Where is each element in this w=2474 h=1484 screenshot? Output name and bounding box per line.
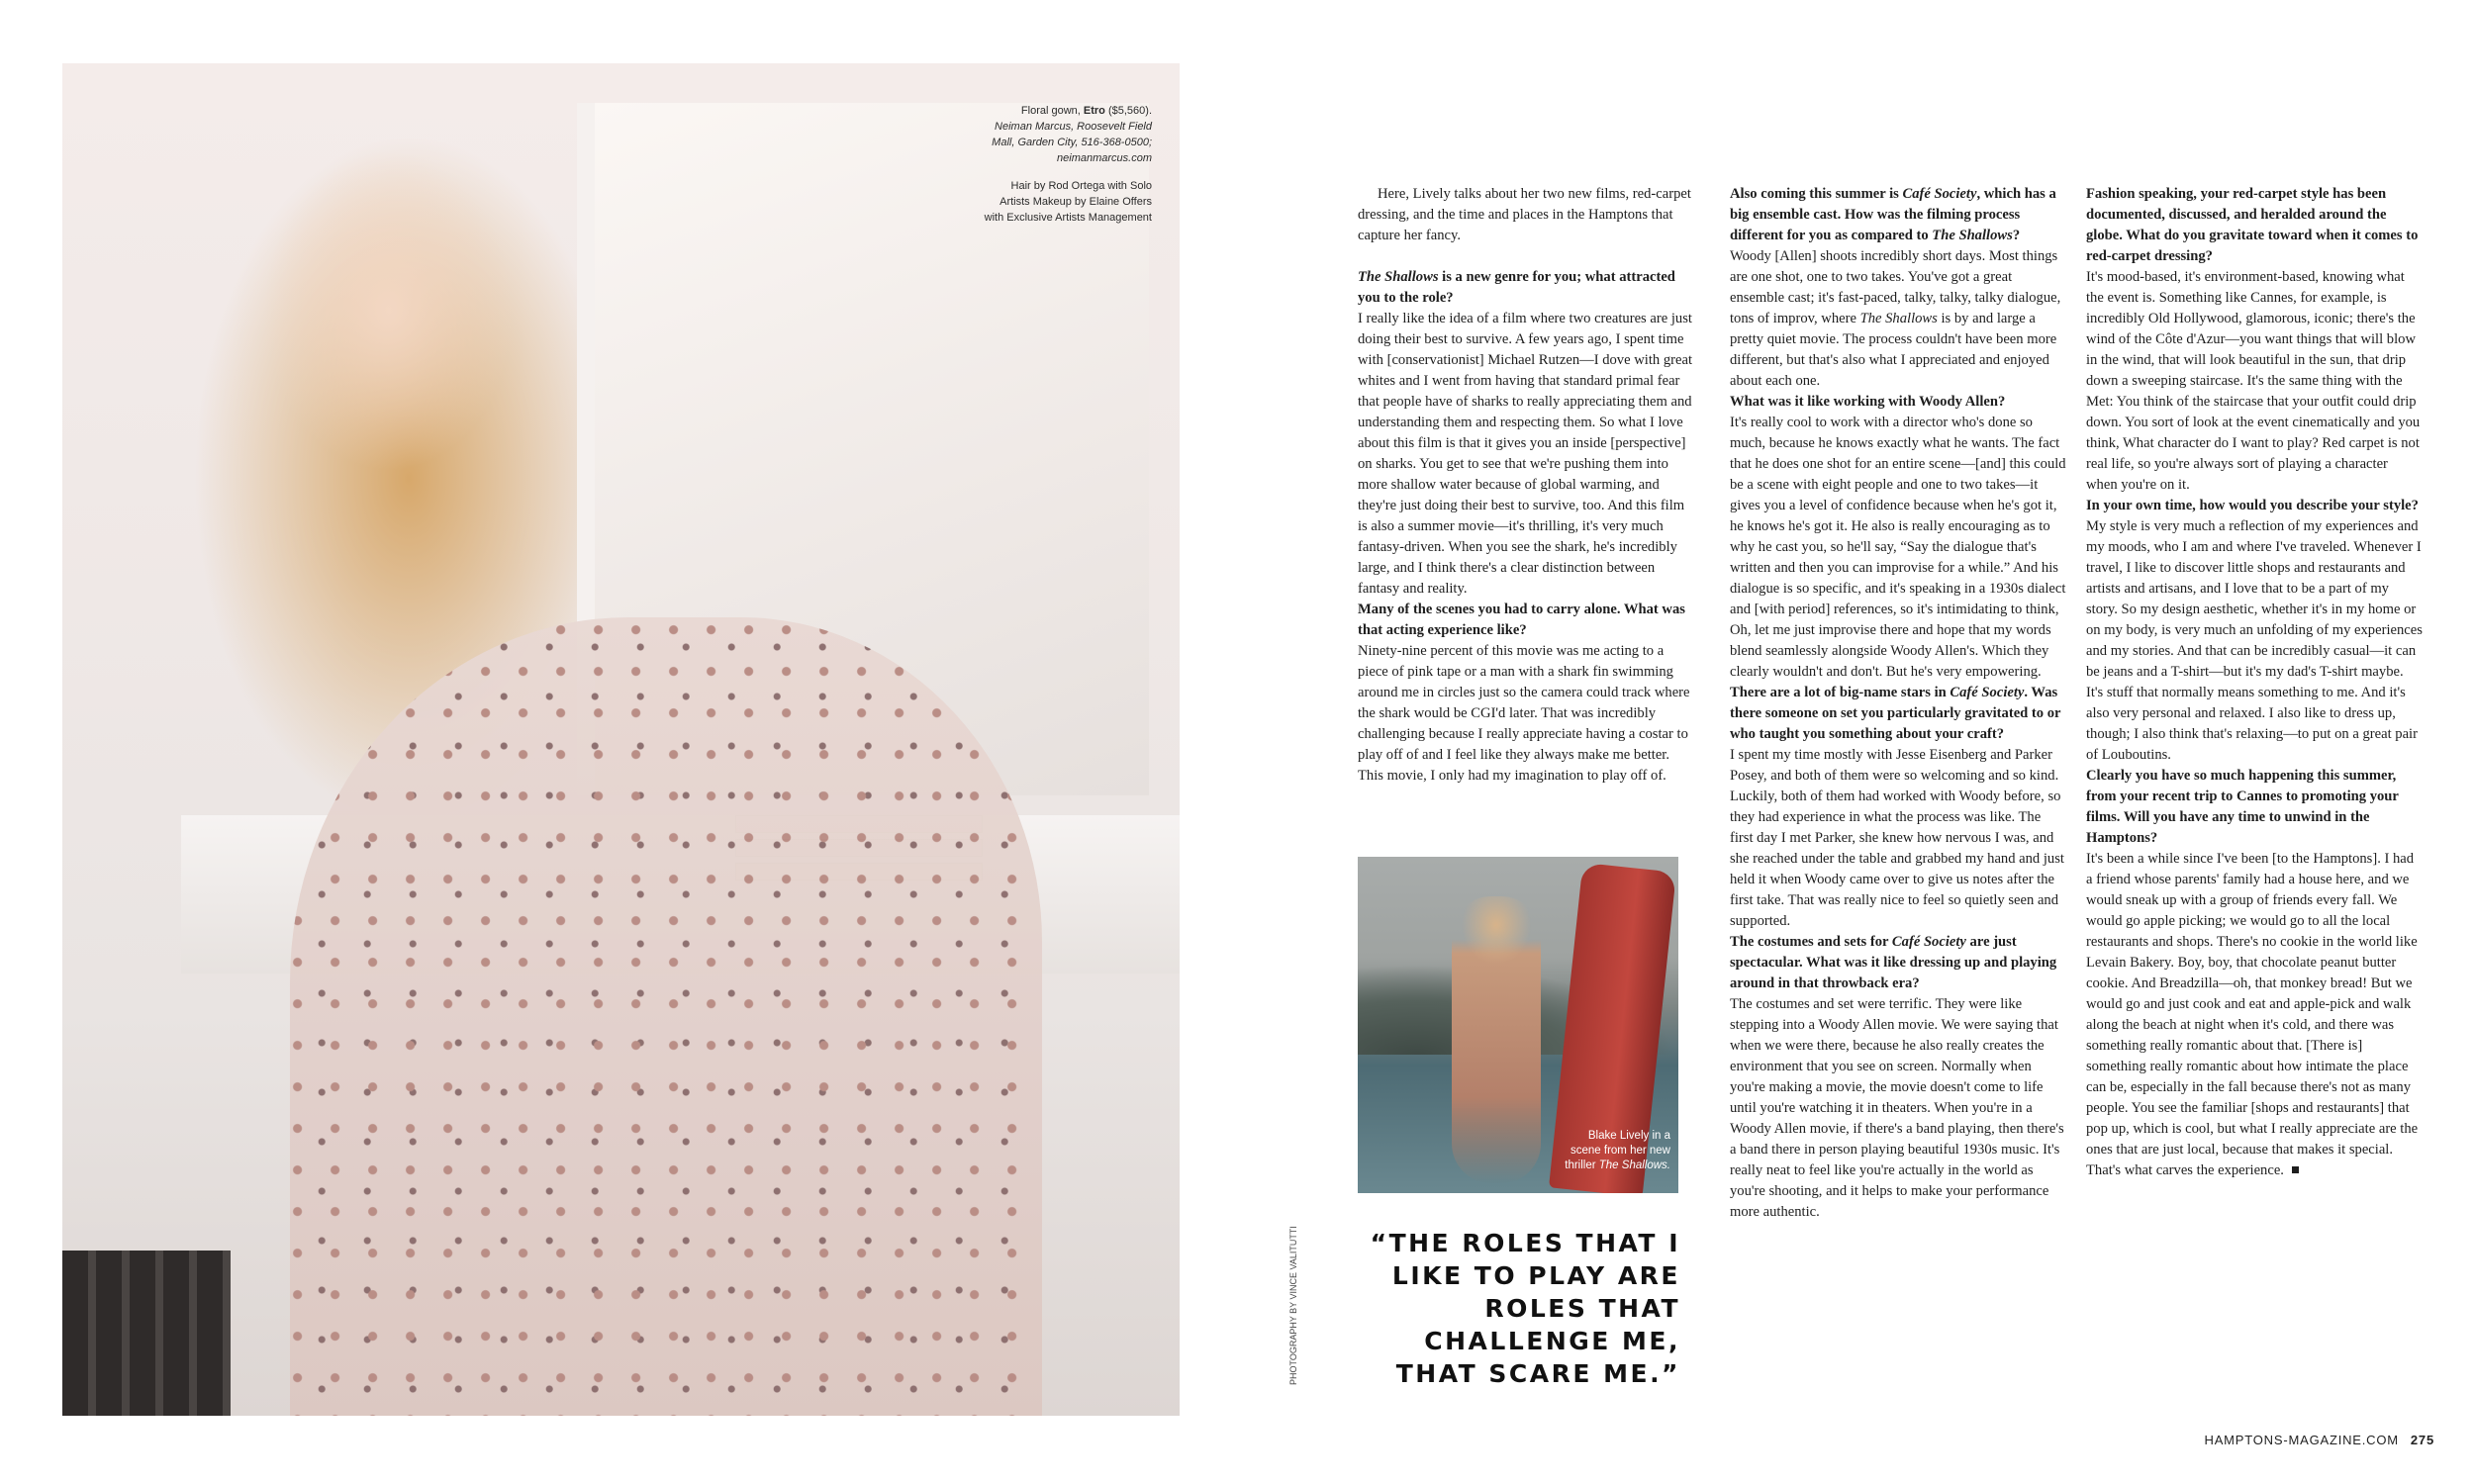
cover-photo <box>62 63 1180 1416</box>
answer-5: I spent my time mostly with Jesse Eisenberg and Parker Posey, and both of them were so welcoming and so kind. Luckily, both of them had worked with Woody before, so they had experience in what the process was like. The first day I met Parker, she knew how nervous I was, and she reached under the table and grabbed my hand and just held it when Woody came over to give us notes after the first take. That was really nice to feel so quietly seen and supported. <box>1730 747 2064 929</box>
answer-9: It's been a while since I've been [to the Hamptons]. I had a friend whose parents' family had a house here, and we would sneak up with a group of friends every fall. We would go apple picking; we would go to all the local restaurants and shops. There's no cookie in the world like Levain Bakery. Boy, boy, that chocolate peanut butter cookie. And Breadzilla—oh, that monkey bread! But we would go and just cook and eat and apple-pick and walk along the beach at night when it's cold, and there was something really romantic about that. [There is] something really romantic about how intimate the place can be, especially in the fall because there's not as many people. You see the familiar [shops and restaurants] that pop up, which is cool, but what I really appreciate are the ones that are just local, because that makes it special. That's what carves the experience. <box>2086 851 2419 1178</box>
inset-figure <box>1452 896 1541 1183</box>
answer-7: It's mood-based, it's environment-based, knowing what the event is. Something like Cannes, for example, is incredibly Old Hollywood, glamorous, iconic; there's the wind of the Côte d'Azur—you want things that will blow in the wind, that will look beautiful in the sun, that drip down a sweeping staircase. It's the same thing with the Met: You think of the staircase that your outfit could drip down. You sort of look at the event cinematically and you think, What character do I want to play? Red carpet is not real life, so you're always sort of playing a character when you're on it. <box>2086 269 2421 493</box>
floral-dress <box>290 617 1042 1416</box>
answer-2: Ninety-nine percent of this movie was me acting to a piece of pink tape or a man with a shark fin swimming around me in circles just so the camera could track where the shark would be CGI'd later. That was incredibly challenging because I really appreciate having a costar to play off of and I feel like they always make me better. This movie, I only had my imagination to play off of. <box>1358 643 1690 784</box>
question-2: Many of the scenes you had to carry alone. What was that acting experience like? <box>1358 602 1685 638</box>
intro-paragraph: Here, Lively talks about her two new films, red-carpet dressing, and the time and places in the Hamptons that capture her fancy. <box>1358 186 1691 243</box>
question-4: What was it like working with Woody Allen? <box>1730 394 2006 410</box>
inset-photo <box>1358 857 1678 1193</box>
photo-credit: PHOTOGRAPHY BY VINCE VALITUTTI <box>1288 1226 1298 1385</box>
question-7: Fashion speaking, your red-carpet style has been documented, discussed, and heralded around the globe. What do you gravitate toward when it comes to red-carpet dressing? <box>2086 186 2419 264</box>
page-footer <box>2205 1433 2435 1447</box>
article-column-1 <box>1358 184 1694 787</box>
inset-caption: Blake Lively in a scene from her new thriller The Shallows. <box>1565 1130 1670 1171</box>
question-6: The costumes and sets for Café Society are just spectacular. What was it like dressing up and playing around in that throwback era? <box>1730 934 2057 991</box>
radiator <box>62 1251 231 1416</box>
end-mark-icon <box>2292 1166 2299 1173</box>
answer-1: I really like the idea of a film where two creatures are just doing their best to survive. A few years ago, I spent time with [conservationist] Michael Rutzen—I dove with great whites and I went from having that standard primal fear that people have of sharks to really appreciating them and understanding them and respecting them. So what I love about this film is that it gives you an inside [perspective] on sharks. You get to see that we're pushing them into more shallow water because of global warming, and they're just doing their best to survive, too. And this film is also a summer movie—it's thrilling, it's very much fantasy-driven. When you see the shark, he's incredibly large, and I think there's a clear distinction between fantasy and reality. <box>1358 311 1692 597</box>
answer-4: It's really cool to work with a director who's done so much, because he knows exactly what he wants. The fact that he does one shot for an entire scene—[and] this could be a scene with eight people and one to two takes—it gives you a level of confidence because when he's got it, he knows he's got it. He also is really encouraging as to why he cast you, so he'll say, “Say the dialogue that's written and then you can improvise for a while.” And his dialogue is so specific, and it's speaking in a 1930s dialect and [with period] references, so it's intimidating to think, Oh, let me just improvise there and hope that my words blend seamlessly alongside Woody Allen's. Which they clearly wouldn't and don't. But he's very empowering. <box>1730 415 2066 680</box>
answer-8: My style is very much a reflection of my experiences and my moods, who I am and where I've traveled. Whenever I travel, I like to discover little shops and restaurants and artists and artisans, and I love that to be a part of my story. So my design aesthetic, whether it's in my home or on my body, is very much an unfolding of my experiences and my stories. And that can be incredibly casual—it can be jeans and a T-shirt—but it's my dad's T-shirt maybe. It's stuff that normally means something to me. And it's also very personal and relaxed. I also like to dress up, though; I also think that's relaxing—to put on a great pair of Louboutins. <box>2086 518 2423 763</box>
answer-3: Woody [Allen] shoots incredibly short days. Most things are one shot, one to two takes. You've got a great ensemble cast; it's fast-paced, talky, talky, talky dialogue, tons of improv, where The Shallows is by and large a pretty quiet movie. The process couldn't have been more different, but that's also what I appreciated and enjoyed about each one. <box>1730 248 2061 389</box>
question-5: There are a lot of big-name stars in Café Society. Was there someone on set you particularly gravitated to or who taught you something about your craft? <box>1730 685 2061 742</box>
question-3: Also coming this summer is Café Society, which has a big ensemble cast. How was the filming process different for you as compared to The Shallows? <box>1730 186 2056 243</box>
question-1: The Shallows is a new genre for you; what attracted you to the role? <box>1358 269 1675 306</box>
article-column-2 <box>1730 184 2066 1223</box>
footer-site: HAMPTONS-MAGAZINE.COM <box>2204 1433 2399 1447</box>
question-8: In your own time, how would you describe your style? <box>2086 498 2419 513</box>
question-9: Clearly you have so much happening this summer, from your recent trip to Cannes to promoting your films. Will you have any time to unwind in the Hamptons? <box>2086 768 2399 846</box>
page-number: 275 <box>2410 1433 2434 1447</box>
answer-6: The costumes and set were terrific. They were like stepping into a Woody Allen movie. We were saying that when we were there, because he also really creates the environment that you see on screen. Normally when you're making a movie, the movie doesn't come to life until you're watching it in theaters. When you're in a Woody Allen movie, if there's a band playing, then there's a band there in person playing beautiful 1930s music. It's really neat to feel like you're actually in the world as you're shooting, and it helps to make your performance more authentic. <box>1730 996 2064 1220</box>
pull-quote: “THE ROLES THAT I LIKE TO PLAY ARE ROLES THAT CHALLENGE ME, THAT SCARE ME.” <box>1370 1229 1680 1388</box>
article-column-3 <box>2086 184 2423 1181</box>
fashion-credits: Floral gown, Etro ($5,560). Neiman Marcus, Roosevelt Field Mall, Garden City, 516-368-0500; neimanmarcus.com Hair by Rod Ortega with Solo Artists Makeup by Elaine Offers with Exclusive Artists Management <box>984 105 1152 224</box>
